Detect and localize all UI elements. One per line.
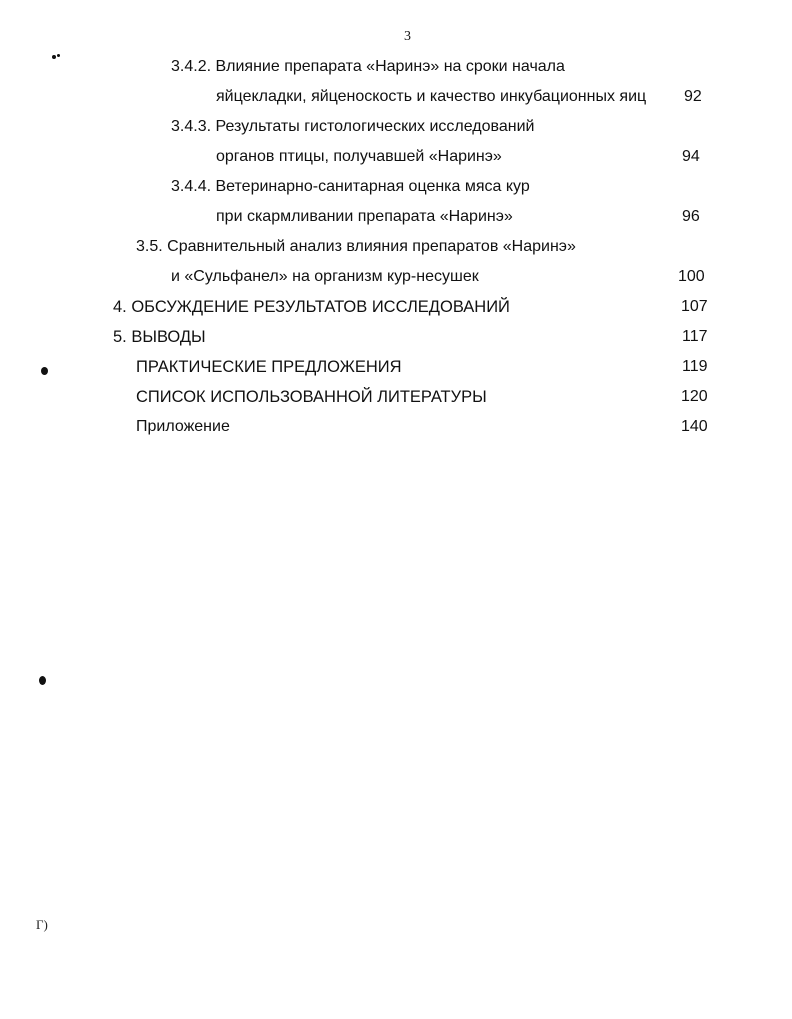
toc-entry-3-5-page: 100 (678, 268, 705, 285)
toc-entry-3-4-2-page: 92 (684, 88, 702, 105)
toc-entry-3-5-title-line-1: 3.5. Сравнительный анализ влияния препаратов «Наринэ» (136, 238, 576, 255)
toc-entry-appendix-title: Приложение (136, 418, 230, 435)
toc-entry-4-title: 4. ОБСУЖДЕНИЕ РЕЗУЛЬТАТОВ ИССЛЕДОВАНИЙ (113, 298, 510, 316)
toc-entry-5-title: 5. ВЫВОДЫ (113, 328, 206, 346)
scan-speck (52, 55, 56, 59)
toc-entry-3-4-3-title-line-1: 3.4.3. Результаты гистологических исследований (171, 118, 535, 135)
toc-entry-4-page: 107 (681, 298, 708, 315)
toc-entry-3-4-2-title-line-2: яйцекладки, яйценоскость и качество инкубационных яиц (216, 88, 647, 105)
page-number: 3 (404, 29, 411, 44)
toc-entry-3-4-4-title-line-2: при скармливании препарата «Наринэ» (216, 208, 513, 225)
scan-speck (57, 54, 60, 57)
toc-entry-3-4-4-title-line-1: 3.4.4. Ветеринарно-санитарная оценка мяса кур (171, 178, 530, 195)
toc-entry-5-page: 117 (682, 328, 708, 345)
corner-scan-mark: Г) (36, 917, 48, 932)
toc-entry-3-4-4-page: 96 (682, 208, 700, 225)
toc-entry-practical-suggestions-page: 119 (682, 358, 708, 375)
toc-entry-3-5-title-line-2: и «Сульфанел» на организм кур-несушек (171, 268, 479, 285)
toc-entry-references-page: 120 (681, 388, 708, 405)
toc-entry-3-4-3-page: 94 (682, 148, 700, 165)
toc-entry-practical-suggestions-title: ПРАКТИЧЕСКИЕ ПРЕДЛОЖЕНИЯ (136, 358, 402, 376)
binder-hole-mark (39, 676, 46, 685)
binder-hole-mark (41, 367, 48, 375)
toc-entry-3-4-2-title-line-1: 3.4.2. Влияние препарата «Наринэ» на сроки начала (171, 58, 565, 75)
toc-entry-appendix-page: 140 (681, 418, 708, 435)
toc-entry-references-title: СПИСОК ИСПОЛЬЗОВАННОЙ ЛИТЕРАТУРЫ (136, 388, 487, 406)
toc-entry-3-4-3-title-line-2: органов птицы, получавшей «Наринэ» (216, 148, 502, 165)
